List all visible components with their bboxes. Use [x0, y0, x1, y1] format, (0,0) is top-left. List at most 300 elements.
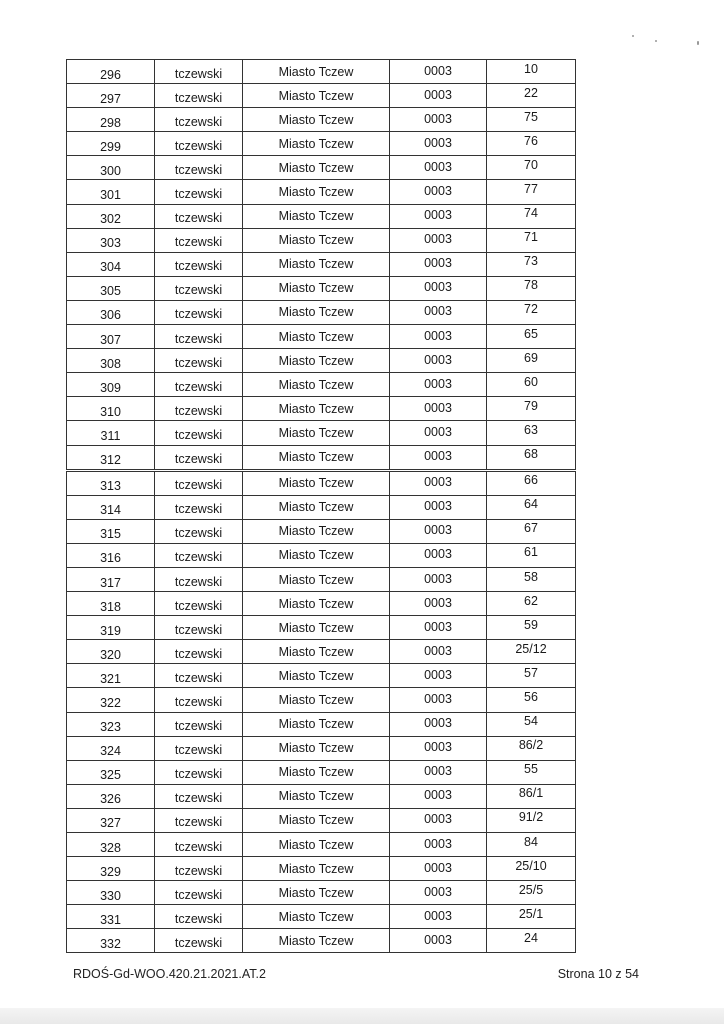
county-cell-text: tczewski [174, 114, 223, 129]
table-row [67, 349, 576, 373]
county-cell [155, 712, 243, 736]
county-cell-text: tczewski [174, 478, 223, 493]
precinct-cell-text: 0003 [424, 547, 452, 562]
parcel-number-cell-text: 71 [524, 230, 538, 245]
parcel-number-cell-text: 86/2 [518, 738, 544, 753]
parcel-number-cell-text: 59 [524, 617, 538, 632]
municipality-cell-text: Miasto Tczew [278, 765, 354, 780]
precinct-cell [390, 929, 487, 953]
table-row [67, 84, 576, 108]
county-cell-text: tczewski [174, 670, 223, 685]
table-row [67, 664, 576, 688]
row-number-cell [67, 592, 155, 616]
county-cell-text: tczewski [174, 235, 223, 250]
row-number-cell-text: 325 [100, 768, 121, 783]
county-cell [155, 349, 243, 373]
row-number-cell-text: 329 [100, 864, 121, 879]
row-number-cell-text: 324 [100, 744, 121, 759]
precinct-cell [390, 712, 487, 736]
county-cell-text: tczewski [174, 211, 223, 226]
precinct-cell-text: 0003 [424, 716, 452, 731]
county-cell [155, 567, 243, 591]
municipality-cell-text: Miasto Tczew [278, 741, 354, 756]
parcel-number-cell [487, 736, 576, 760]
table-row [67, 688, 576, 712]
county-cell-text: tczewski [174, 259, 223, 274]
municipality-cell-text: Miasto Tczew [278, 209, 354, 224]
precinct-cell [390, 156, 487, 180]
precinct-cell [390, 325, 487, 349]
table-row [67, 252, 576, 276]
municipality-cell [243, 808, 390, 832]
row-number-cell [67, 688, 155, 712]
parcel-number-cell [487, 397, 576, 421]
parcel-number-cell-text: 54 [524, 714, 538, 729]
row-number-cell [67, 905, 155, 929]
parcel-number-cell-text: 70 [524, 157, 538, 172]
table-row [67, 857, 576, 881]
parcel-number-cell-text: 10 [524, 61, 538, 76]
county-cell [155, 108, 243, 132]
precinct-cell [390, 543, 487, 567]
row-number-cell [67, 204, 155, 228]
county-cell-text: tczewski [174, 452, 223, 467]
table-row [67, 784, 576, 808]
row-number-cell-text: 312 [100, 453, 121, 468]
parcel-number-cell-text: 68 [524, 447, 538, 462]
county-cell [155, 688, 243, 712]
municipality-cell-text: Miasto Tczew [278, 377, 354, 392]
county-cell [155, 156, 243, 180]
parcel-number-cell [487, 180, 576, 204]
county-cell [155, 180, 243, 204]
precinct-cell-text: 0003 [424, 571, 452, 586]
parcel-number-cell-text: 60 [524, 374, 538, 389]
county-cell [155, 325, 243, 349]
parcel-number-cell-text: 57 [524, 665, 538, 680]
municipality-cell-text: Miasto Tczew [278, 450, 354, 465]
county-cell [155, 276, 243, 300]
precinct-cell [390, 592, 487, 616]
county-cell [155, 519, 243, 543]
precinct-cell-text: 0003 [424, 87, 452, 102]
precinct-cell [390, 736, 487, 760]
precinct-cell-text: 0003 [424, 376, 452, 391]
county-cell [155, 397, 243, 421]
municipality-cell [243, 905, 390, 929]
municipality-cell [243, 519, 390, 543]
parcel-number-cell-text: 76 [524, 133, 538, 148]
county-cell-text: tczewski [174, 307, 223, 322]
table-row [67, 712, 576, 736]
precinct-cell-text: 0003 [424, 475, 452, 490]
municipality-cell [243, 349, 390, 373]
precinct-cell-text: 0003 [424, 788, 452, 803]
row-number-cell [67, 736, 155, 760]
county-cell-text: tczewski [174, 719, 223, 734]
parcel-number-cell [487, 712, 576, 736]
precinct-cell [390, 857, 487, 881]
parcel-number-cell-text: 63 [524, 422, 538, 437]
county-cell [155, 60, 243, 84]
parcel-number-cell [487, 228, 576, 252]
scan-speck [632, 35, 634, 37]
row-number-cell-text: 310 [100, 404, 121, 419]
parcel-number-cell-text: 25/10 [515, 858, 547, 873]
parcel-number-cell-text: 84 [524, 834, 538, 849]
precinct-cell [390, 60, 487, 84]
county-cell-text: tczewski [174, 66, 223, 81]
row-number-cell-text: 326 [100, 792, 121, 807]
parcel-number-cell [487, 276, 576, 300]
parcel-number-cell [487, 688, 576, 712]
county-cell-text: tczewski [174, 767, 223, 782]
municipality-cell-text: Miasto Tczew [278, 353, 354, 368]
county-cell-text: tczewski [174, 598, 223, 613]
parcel-number-cell [487, 808, 576, 832]
county-cell-text: tczewski [174, 574, 223, 589]
county-cell [155, 132, 243, 156]
county-cell-text: tczewski [174, 622, 223, 637]
row-number-cell-text: 319 [100, 623, 121, 638]
row-number-cell-text: 318 [100, 599, 121, 614]
municipality-cell-text: Miasto Tczew [278, 644, 354, 659]
row-number-cell-text: 296 [100, 67, 121, 82]
parcel-number-cell [487, 833, 576, 857]
municipality-cell [243, 688, 390, 712]
row-number-cell-text: 308 [100, 356, 121, 371]
parcel-number-cell [487, 616, 576, 640]
precinct-cell [390, 445, 487, 470]
parcel-number-cell [487, 132, 576, 156]
parcel-number-cell-text: 62 [524, 593, 538, 608]
municipality-cell [243, 421, 390, 445]
precinct-cell-text: 0003 [424, 328, 452, 343]
county-cell [155, 808, 243, 832]
precinct-cell-text: 0003 [424, 860, 452, 875]
municipality-cell-text: Miasto Tczew [278, 233, 354, 248]
row-number-cell [67, 421, 155, 445]
row-number-cell [67, 567, 155, 591]
county-cell [155, 543, 243, 567]
county-cell-text: tczewski [174, 283, 223, 298]
municipality-cell [243, 132, 390, 156]
municipality-cell [243, 833, 390, 857]
row-number-cell-text: 328 [100, 840, 121, 855]
parcel-number-cell-text: 79 [524, 398, 538, 413]
parcel-number-cell-text: 77 [524, 182, 538, 197]
row-number-cell [67, 470, 155, 495]
county-cell [155, 929, 243, 953]
county-cell-text: tczewski [174, 791, 223, 806]
precinct-cell-text: 0003 [424, 184, 452, 199]
precinct-cell [390, 349, 487, 373]
municipality-cell-text: Miasto Tczew [278, 524, 354, 539]
parcel-table-body [67, 60, 576, 953]
page-number: Strona 10 z 54 [557, 967, 639, 981]
parcel-number-cell [487, 592, 576, 616]
county-cell-text: tczewski [174, 90, 223, 105]
precinct-cell-text: 0003 [424, 812, 452, 827]
county-cell [155, 421, 243, 445]
municipality-cell-text: Miasto Tczew [278, 64, 354, 79]
municipality-cell-text: Miasto Tczew [278, 717, 354, 732]
document-reference: RDOŚ-Gd-WOO.420.21.2021.AT.2 [73, 967, 266, 981]
row-number-cell-text: 323 [100, 720, 121, 735]
row-number-cell-text: 313 [100, 479, 121, 494]
precinct-cell [390, 495, 487, 519]
municipality-cell-text: Miasto Tczew [278, 185, 354, 200]
municipality-cell [243, 204, 390, 228]
precinct-cell-text: 0003 [424, 764, 452, 779]
precinct-cell [390, 373, 487, 397]
row-number-cell [67, 397, 155, 421]
precinct-cell [390, 519, 487, 543]
county-cell-text: tczewski [174, 162, 223, 177]
scan-speck [697, 41, 699, 45]
county-cell [155, 664, 243, 688]
table-row [67, 421, 576, 445]
county-cell-text: tczewski [174, 138, 223, 153]
parcel-number-cell-text: 67 [524, 521, 538, 536]
precinct-cell [390, 470, 487, 495]
county-cell-text: tczewski [174, 187, 223, 202]
parcel-number-cell [487, 543, 576, 567]
table-row [67, 929, 576, 953]
parcel-number-cell-text: 91/2 [518, 810, 544, 825]
table-row [67, 592, 576, 616]
precinct-cell-text: 0003 [424, 691, 452, 706]
row-number-cell-text: 309 [100, 380, 121, 395]
table-row [67, 156, 576, 180]
parcel-number-cell-text: 22 [524, 85, 538, 100]
precinct-cell-text: 0003 [424, 256, 452, 271]
county-cell-text: tczewski [174, 550, 223, 565]
row-number-cell-text: 321 [100, 671, 121, 686]
parcel-number-cell [487, 156, 576, 180]
row-number-cell [67, 784, 155, 808]
precinct-cell-text: 0003 [424, 400, 452, 415]
precinct-cell [390, 421, 487, 445]
municipality-cell-text: Miasto Tczew [278, 596, 354, 611]
precinct-cell [390, 204, 487, 228]
municipality-cell-text: Miasto Tczew [278, 425, 354, 440]
row-number-cell [67, 276, 155, 300]
county-cell [155, 857, 243, 881]
parcel-number-cell [487, 300, 576, 324]
parcel-number-cell [487, 84, 576, 108]
parcel-number-cell-text: 55 [524, 762, 538, 777]
municipality-cell [243, 397, 390, 421]
county-cell [155, 640, 243, 664]
row-number-cell [67, 252, 155, 276]
row-number-cell [67, 180, 155, 204]
precinct-cell-text: 0003 [424, 111, 452, 126]
table-row [67, 736, 576, 760]
precinct-cell-text: 0003 [424, 619, 452, 634]
parcel-number-cell-text: 56 [524, 689, 538, 704]
county-cell-text: tczewski [174, 887, 223, 902]
municipality-cell-text: Miasto Tczew [278, 692, 354, 707]
precinct-cell-text: 0003 [424, 208, 452, 223]
municipality-cell-text: Miasto Tczew [278, 401, 354, 416]
county-cell [155, 905, 243, 929]
precinct-cell-text: 0003 [424, 449, 452, 464]
precinct-cell [390, 760, 487, 784]
municipality-cell-text: Miasto Tczew [278, 88, 354, 103]
municipality-cell-text: Miasto Tczew [278, 885, 354, 900]
parcel-number-cell-text: 25/1 [518, 906, 544, 921]
precinct-cell [390, 833, 487, 857]
parcel-number-cell [487, 60, 576, 84]
row-number-cell [67, 349, 155, 373]
precinct-cell [390, 881, 487, 905]
row-number-cell-text: 302 [100, 212, 121, 227]
table-row [67, 470, 576, 495]
county-cell-text: tczewski [174, 839, 223, 854]
row-number-cell [67, 495, 155, 519]
parcel-number-cell-text: 72 [524, 302, 538, 317]
row-number-cell [67, 300, 155, 324]
row-number-cell-text: 314 [100, 503, 121, 518]
row-number-cell [67, 808, 155, 832]
parcel-number-cell-text: 64 [524, 497, 538, 512]
county-cell [155, 445, 243, 470]
precinct-cell [390, 84, 487, 108]
table-row [67, 204, 576, 228]
county-cell [155, 736, 243, 760]
county-cell-text: tczewski [174, 743, 223, 758]
scan-speck [655, 40, 657, 42]
parcel-number-cell [487, 567, 576, 591]
parcel-number-cell [487, 108, 576, 132]
municipality-cell [243, 712, 390, 736]
municipality-cell-text: Miasto Tczew [278, 813, 354, 828]
parcel-number-cell [487, 784, 576, 808]
municipality-cell [243, 373, 390, 397]
municipality-cell-text: Miasto Tczew [278, 668, 354, 683]
parcel-number-cell [487, 470, 576, 495]
row-number-cell [67, 325, 155, 349]
county-cell [155, 252, 243, 276]
municipality-cell [243, 276, 390, 300]
precinct-cell [390, 640, 487, 664]
municipality-cell [243, 640, 390, 664]
municipality-cell-text: Miasto Tczew [278, 112, 354, 127]
municipality-cell [243, 180, 390, 204]
municipality-cell-text: Miasto Tczew [278, 136, 354, 151]
precinct-cell-text: 0003 [424, 523, 452, 538]
precinct-cell [390, 567, 487, 591]
row-number-cell [67, 857, 155, 881]
precinct-cell-text: 0003 [424, 135, 452, 150]
county-cell [155, 881, 243, 905]
precinct-cell [390, 905, 487, 929]
municipality-cell-text: Miasto Tczew [278, 933, 354, 948]
precinct-cell [390, 132, 487, 156]
county-cell [155, 833, 243, 857]
row-number-cell [67, 60, 155, 84]
precinct-cell-text: 0003 [424, 280, 452, 295]
municipality-cell-text: Miasto Tczew [278, 572, 354, 587]
table-row [67, 833, 576, 857]
county-cell-text: tczewski [174, 935, 223, 950]
row-number-cell-text: 300 [100, 163, 121, 178]
table-row [67, 445, 576, 470]
table-row [67, 808, 576, 832]
municipality-cell [243, 60, 390, 84]
row-number-cell-text: 297 [100, 91, 121, 106]
table-row [67, 373, 576, 397]
municipality-cell-text: Miasto Tczew [278, 861, 354, 876]
row-number-cell [67, 84, 155, 108]
precinct-cell [390, 252, 487, 276]
table-row [67, 905, 576, 929]
parcel-number-cell [487, 421, 576, 445]
parcel-number-cell [487, 905, 576, 929]
precinct-cell [390, 180, 487, 204]
table-row [67, 881, 576, 905]
row-number-cell [67, 373, 155, 397]
county-cell [155, 228, 243, 252]
municipality-cell [243, 567, 390, 591]
parcel-number-cell-text: 78 [524, 278, 538, 293]
precinct-cell-text: 0003 [424, 352, 452, 367]
table-row [67, 108, 576, 132]
municipality-cell-text: Miasto Tczew [278, 476, 354, 491]
precinct-cell-text: 0003 [424, 304, 452, 319]
municipality-cell [243, 929, 390, 953]
row-number-cell [67, 712, 155, 736]
row-number-cell [67, 228, 155, 252]
parcel-number-cell [487, 495, 576, 519]
table-row [67, 519, 576, 543]
county-cell [155, 470, 243, 495]
county-cell [155, 616, 243, 640]
municipality-cell [243, 495, 390, 519]
table-row [67, 60, 576, 84]
precinct-cell-text: 0003 [424, 836, 452, 851]
parcel-number-cell [487, 373, 576, 397]
parcel-number-cell [487, 252, 576, 276]
municipality-cell [243, 616, 390, 640]
table-row [67, 300, 576, 324]
municipality-cell [243, 108, 390, 132]
municipality-cell-text: Miasto Tczew [278, 257, 354, 272]
precinct-cell [390, 688, 487, 712]
precinct-cell [390, 784, 487, 808]
municipality-cell [243, 228, 390, 252]
parcel-number-cell-text: 66 [524, 473, 538, 488]
row-number-cell [67, 108, 155, 132]
county-cell [155, 495, 243, 519]
municipality-cell [243, 300, 390, 324]
row-number-cell-text: 331 [100, 912, 121, 927]
precinct-cell [390, 808, 487, 832]
row-number-cell [67, 132, 155, 156]
row-number-cell-text: 307 [100, 332, 121, 347]
municipality-cell [243, 760, 390, 784]
parcel-number-cell [487, 519, 576, 543]
municipality-cell [243, 325, 390, 349]
county-cell-text: tczewski [174, 403, 223, 418]
row-number-cell [67, 760, 155, 784]
precinct-cell-text: 0003 [424, 643, 452, 658]
municipality-cell-text: Miasto Tczew [278, 789, 354, 804]
municipality-cell-text: Miasto Tczew [278, 305, 354, 320]
precinct-cell-text: 0003 [424, 159, 452, 174]
table-row [67, 567, 576, 591]
